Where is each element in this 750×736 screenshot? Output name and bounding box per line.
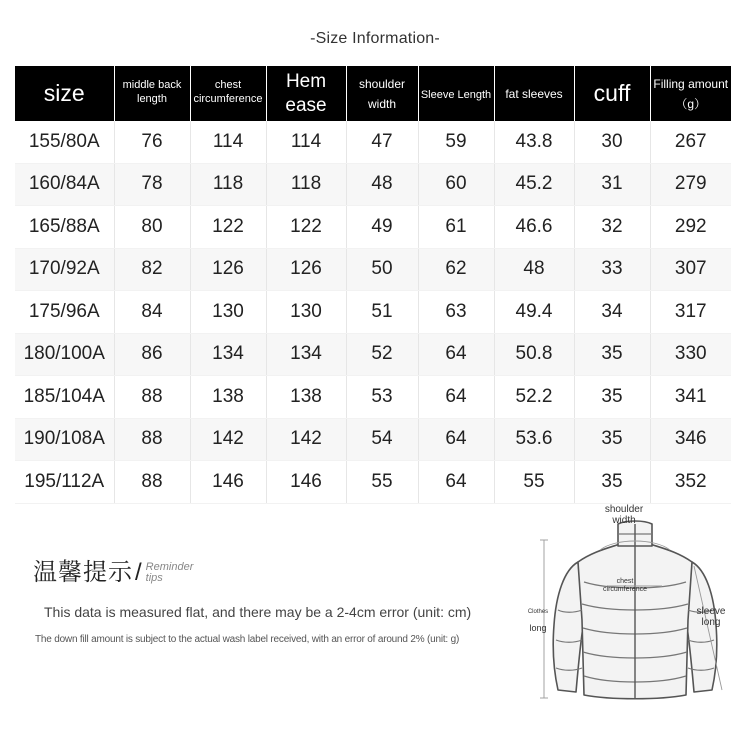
column-header-label: middle back length	[122, 79, 182, 105]
measurement-cell: 126	[190, 248, 266, 291]
reminder-slash: /	[135, 559, 142, 586]
measurement-cell: 53	[346, 376, 418, 419]
column-header	[15, 66, 114, 121]
measurement-cell: 45.2	[494, 163, 574, 206]
measurement-cell: 47	[346, 121, 418, 163]
jacket-measurement-diagram	[520, 500, 750, 715]
measurement-cell: 64	[418, 418, 494, 461]
measurement-cell: 88	[114, 376, 190, 419]
column-header-label: cuff	[593, 80, 631, 107]
measurement-cell: 317	[650, 291, 731, 334]
table-row	[15, 206, 731, 249]
measurement-cell: 134	[266, 333, 346, 376]
column-header-label: size	[43, 80, 85, 107]
measurement-cell: 30	[574, 121, 650, 163]
measurement-cell: 146	[190, 461, 266, 504]
measurement-cell: 35	[574, 333, 650, 376]
size-cell: 155/80A	[15, 121, 114, 163]
measurement-cell: 61	[418, 206, 494, 249]
column-header	[114, 66, 190, 121]
measurement-cell: 76	[114, 121, 190, 163]
measurement-cell: 122	[266, 206, 346, 249]
table-row	[15, 163, 731, 206]
measurement-cell: 33	[574, 248, 650, 291]
column-header-label: Sleeve Length	[420, 88, 492, 101]
table-row	[15, 248, 731, 291]
measurement-cell: 134	[190, 333, 266, 376]
measurement-cell: 46.6	[494, 206, 574, 249]
measurement-cell: 84	[114, 291, 190, 334]
table-row	[15, 461, 731, 504]
clothes-long-text: long	[529, 622, 547, 633]
measurement-cell: 130	[266, 291, 346, 334]
measurement-cell: 267	[650, 121, 731, 163]
column-header	[190, 66, 266, 121]
measurement-note: This data is measured flat, and there may be a 2-4cm error (unit: cm)	[44, 604, 472, 620]
measurement-cell: 32	[574, 206, 650, 249]
measurement-cell: 292	[650, 206, 731, 249]
column-header-label: Hem ease	[285, 70, 327, 116]
size-cell: 190/108A	[15, 418, 114, 461]
size-table	[15, 66, 731, 504]
measurement-cell: 55	[494, 461, 574, 504]
table-body	[15, 121, 731, 503]
measurement-cell: 130	[190, 291, 266, 334]
measurement-cell: 307	[650, 248, 731, 291]
measurement-cell: 50.8	[494, 333, 574, 376]
column-header	[650, 66, 731, 121]
size-cell: 170/92A	[15, 248, 114, 291]
size-cell: 175/96A	[15, 291, 114, 334]
measurement-cell: 118	[190, 163, 266, 206]
size-cell: 195/112A	[15, 461, 114, 504]
measurement-cell: 122	[190, 206, 266, 249]
column-header-label: chest circumference	[193, 79, 263, 105]
measurement-cell: 142	[190, 418, 266, 461]
sleeve-text: sleeve	[696, 606, 726, 617]
measurement-cell: 52.2	[494, 376, 574, 419]
measurement-cell: 35	[574, 418, 650, 461]
measurement-cell: 138	[266, 376, 346, 419]
page-title: -Size Information-	[310, 30, 440, 47]
measurement-cell: 352	[650, 461, 731, 504]
measurement-cell: 63	[418, 291, 494, 334]
measurement-cell: 62	[418, 248, 494, 291]
measurement-cell: 330	[650, 333, 731, 376]
measurement-cell: 35	[574, 376, 650, 419]
column-header-label: fat sleeves	[505, 86, 563, 101]
measurement-cell: 88	[114, 418, 190, 461]
table-row	[15, 333, 731, 376]
table-row	[15, 291, 731, 334]
measurement-cell: 86	[114, 333, 190, 376]
measurement-cell: 34	[574, 291, 650, 334]
measurement-cell: 48	[494, 248, 574, 291]
table-header	[15, 66, 731, 121]
table-row	[15, 418, 731, 461]
measurement-cell: 78	[114, 163, 190, 206]
measurement-cell: 52	[346, 333, 418, 376]
measurement-cell: 51	[346, 291, 418, 334]
reminder-english-line2: tips	[145, 572, 163, 585]
size-cell: 180/100A	[15, 333, 114, 376]
measurement-cell: 31	[574, 163, 650, 206]
column-header-label: shoulder width	[358, 76, 406, 111]
reminder-chinese: 温馨提示	[33, 558, 133, 586]
measurement-cell: 114	[266, 121, 346, 163]
chest-circumference-label: chest circumference	[603, 578, 647, 593]
measurement-cell: 346	[650, 418, 731, 461]
measurement-cell: 48	[346, 163, 418, 206]
size-cell: 185/104A	[15, 376, 114, 419]
measurement-cell: 55	[346, 461, 418, 504]
measurement-cell: 64	[418, 333, 494, 376]
reminder-english-line1: Reminder	[145, 560, 194, 573]
measurement-cell: 341	[650, 376, 731, 419]
measurement-cell: 49.4	[494, 291, 574, 334]
measurement-cell: 126	[266, 248, 346, 291]
measurement-cell: 54	[346, 418, 418, 461]
table-row	[15, 376, 731, 419]
measurement-cell: 49	[346, 206, 418, 249]
measurement-cell: 279	[650, 163, 731, 206]
size-cell: 160/84A	[15, 163, 114, 206]
measurement-cell: 88	[114, 461, 190, 504]
column-header	[266, 66, 346, 121]
sleeve-long-text: long	[701, 617, 721, 628]
column-header	[346, 66, 418, 121]
header-row	[15, 66, 731, 121]
reminder-heading	[33, 552, 193, 587]
column-header	[494, 66, 574, 121]
measurement-cell: 142	[266, 418, 346, 461]
table-row	[15, 121, 731, 163]
measurement-cell: 43.8	[494, 121, 574, 163]
measurement-cell: 64	[418, 376, 494, 419]
down-fill-note: The down fill amount is subject to the actual wash label received, with an error of around 2% (unit: g)	[35, 634, 460, 645]
measurement-cell: 118	[266, 163, 346, 206]
column-header	[418, 66, 494, 121]
shoulder-width-label: shoulder width	[604, 504, 644, 526]
measurement-cell: 82	[114, 248, 190, 291]
measurement-cell: 138	[190, 376, 266, 419]
clothes-small-text: Clothes	[527, 609, 549, 615]
column-header-label: Filling amount （g）	[653, 76, 729, 111]
measurement-cell: 114	[190, 121, 266, 163]
reminder-english	[146, 562, 194, 585]
sleeve-long-label	[694, 606, 728, 628]
measurement-cell: 50	[346, 248, 418, 291]
measurement-cell: 60	[418, 163, 494, 206]
measurement-cell: 35	[574, 461, 650, 504]
measurement-cell: 80	[114, 206, 190, 249]
measurement-cell: 64	[418, 461, 494, 504]
measurement-cell: 146	[266, 461, 346, 504]
measurement-cell: 53.6	[494, 418, 574, 461]
column-header	[574, 66, 650, 121]
measurement-cell: 59	[418, 121, 494, 163]
clothes-long-label	[522, 600, 554, 635]
size-cell: 165/88A	[15, 206, 114, 249]
